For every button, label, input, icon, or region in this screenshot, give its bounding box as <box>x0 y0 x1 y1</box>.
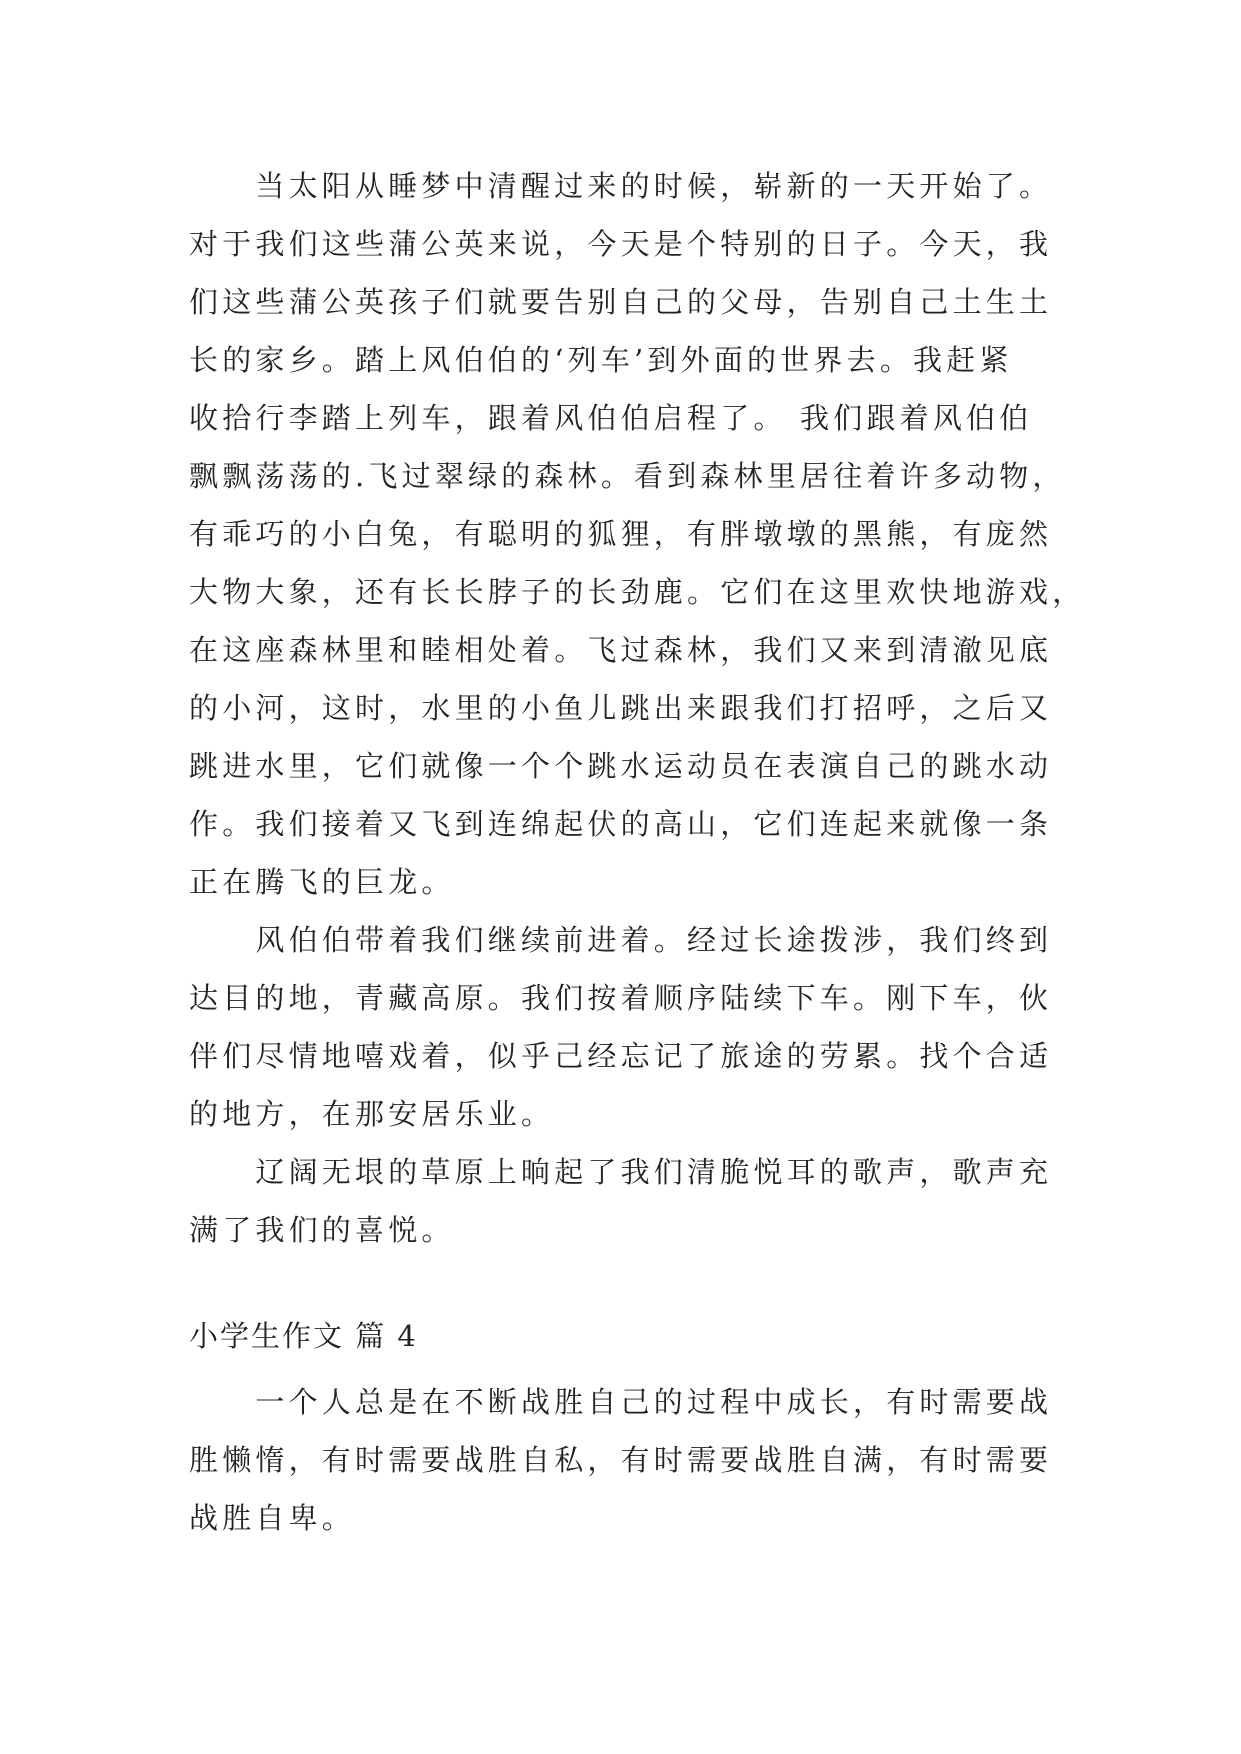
text-line: 当太阳从睡梦中清醒过来的时候，崭新的一天开始了。 <box>189 169 1053 203</box>
text-line: 的小河，这时，水里的小鱼儿跳出来跟我们打招呼，之后又 <box>189 691 1053 725</box>
text-line: 作。我们接着又飞到连绵起伏的高山，它们连起来就像一条 <box>189 807 1053 841</box>
text-line: 们这些蒲公英孩子们就要告别自己的父母，告别自己土生土 <box>189 285 1053 319</box>
text-line: 胜懒惰，有时需要战胜自私，有时需要战胜自满，有时需要 <box>189 1443 1053 1477</box>
text-line: 战胜自卑。 <box>189 1501 356 1535</box>
text-line: 满了我们的喜悦。 <box>189 1213 455 1247</box>
text-line: 辽阔无垠的草原上晌起了我们清脆悦耳的歌声，歌声充 <box>189 1155 1053 1189</box>
text-line: 对于我们这些蒲公英来说，今天是个特别的日子。今天，我 <box>189 227 1053 261</box>
section-heading: 小学生作文 篇 4 <box>189 1319 418 1353</box>
text-line: 一个人总是在不断战胜自己的过程中成长，有时需要战 <box>189 1385 1053 1419</box>
text-line: 长的家乡。踏上风伯伯的‘列车’到外面的世界去。我赶紧 <box>189 343 1013 377</box>
text-line: 风伯伯带着我们继续前进着。经过长途拨涉，我们终到 <box>189 923 1053 957</box>
text-line: 飘飘荡荡的.飞过翠绿的森林。看到森林里居往着许多动物， <box>189 459 1066 493</box>
text-line: 的地方，在那安居乐业。 <box>189 1097 555 1131</box>
text-line: 有乖巧的小白兔，有聪明的狐狸，有胖墩墩的黑熊，有庞然 <box>189 517 1053 551</box>
text-line: 正在腾飞的巨龙。 <box>189 865 455 899</box>
text-line: 收拾行李踏上列车，跟着风伯伯启程了。 我们跟着风伯伯 <box>189 401 1033 435</box>
text-line: 达目的地，青藏高原。我们按着顺序陆续下车。刚下车，伙 <box>189 981 1053 1015</box>
text-line: 在这座森林里和睦相处着。飞过森林，我们又来到清澈见底 <box>189 633 1053 667</box>
text-line: 跳进水里，它们就像一个个跳水运动员在表演自己的跳水动 <box>189 749 1053 783</box>
text-line: 伴们尽情地嘻戏着，似乎己经忘记了旅途的劳累。找个合适 <box>189 1039 1053 1073</box>
text-line: 大物大象，还有长长脖子的长劲鹿。它们在这里欢快地游戏， <box>189 575 1086 609</box>
